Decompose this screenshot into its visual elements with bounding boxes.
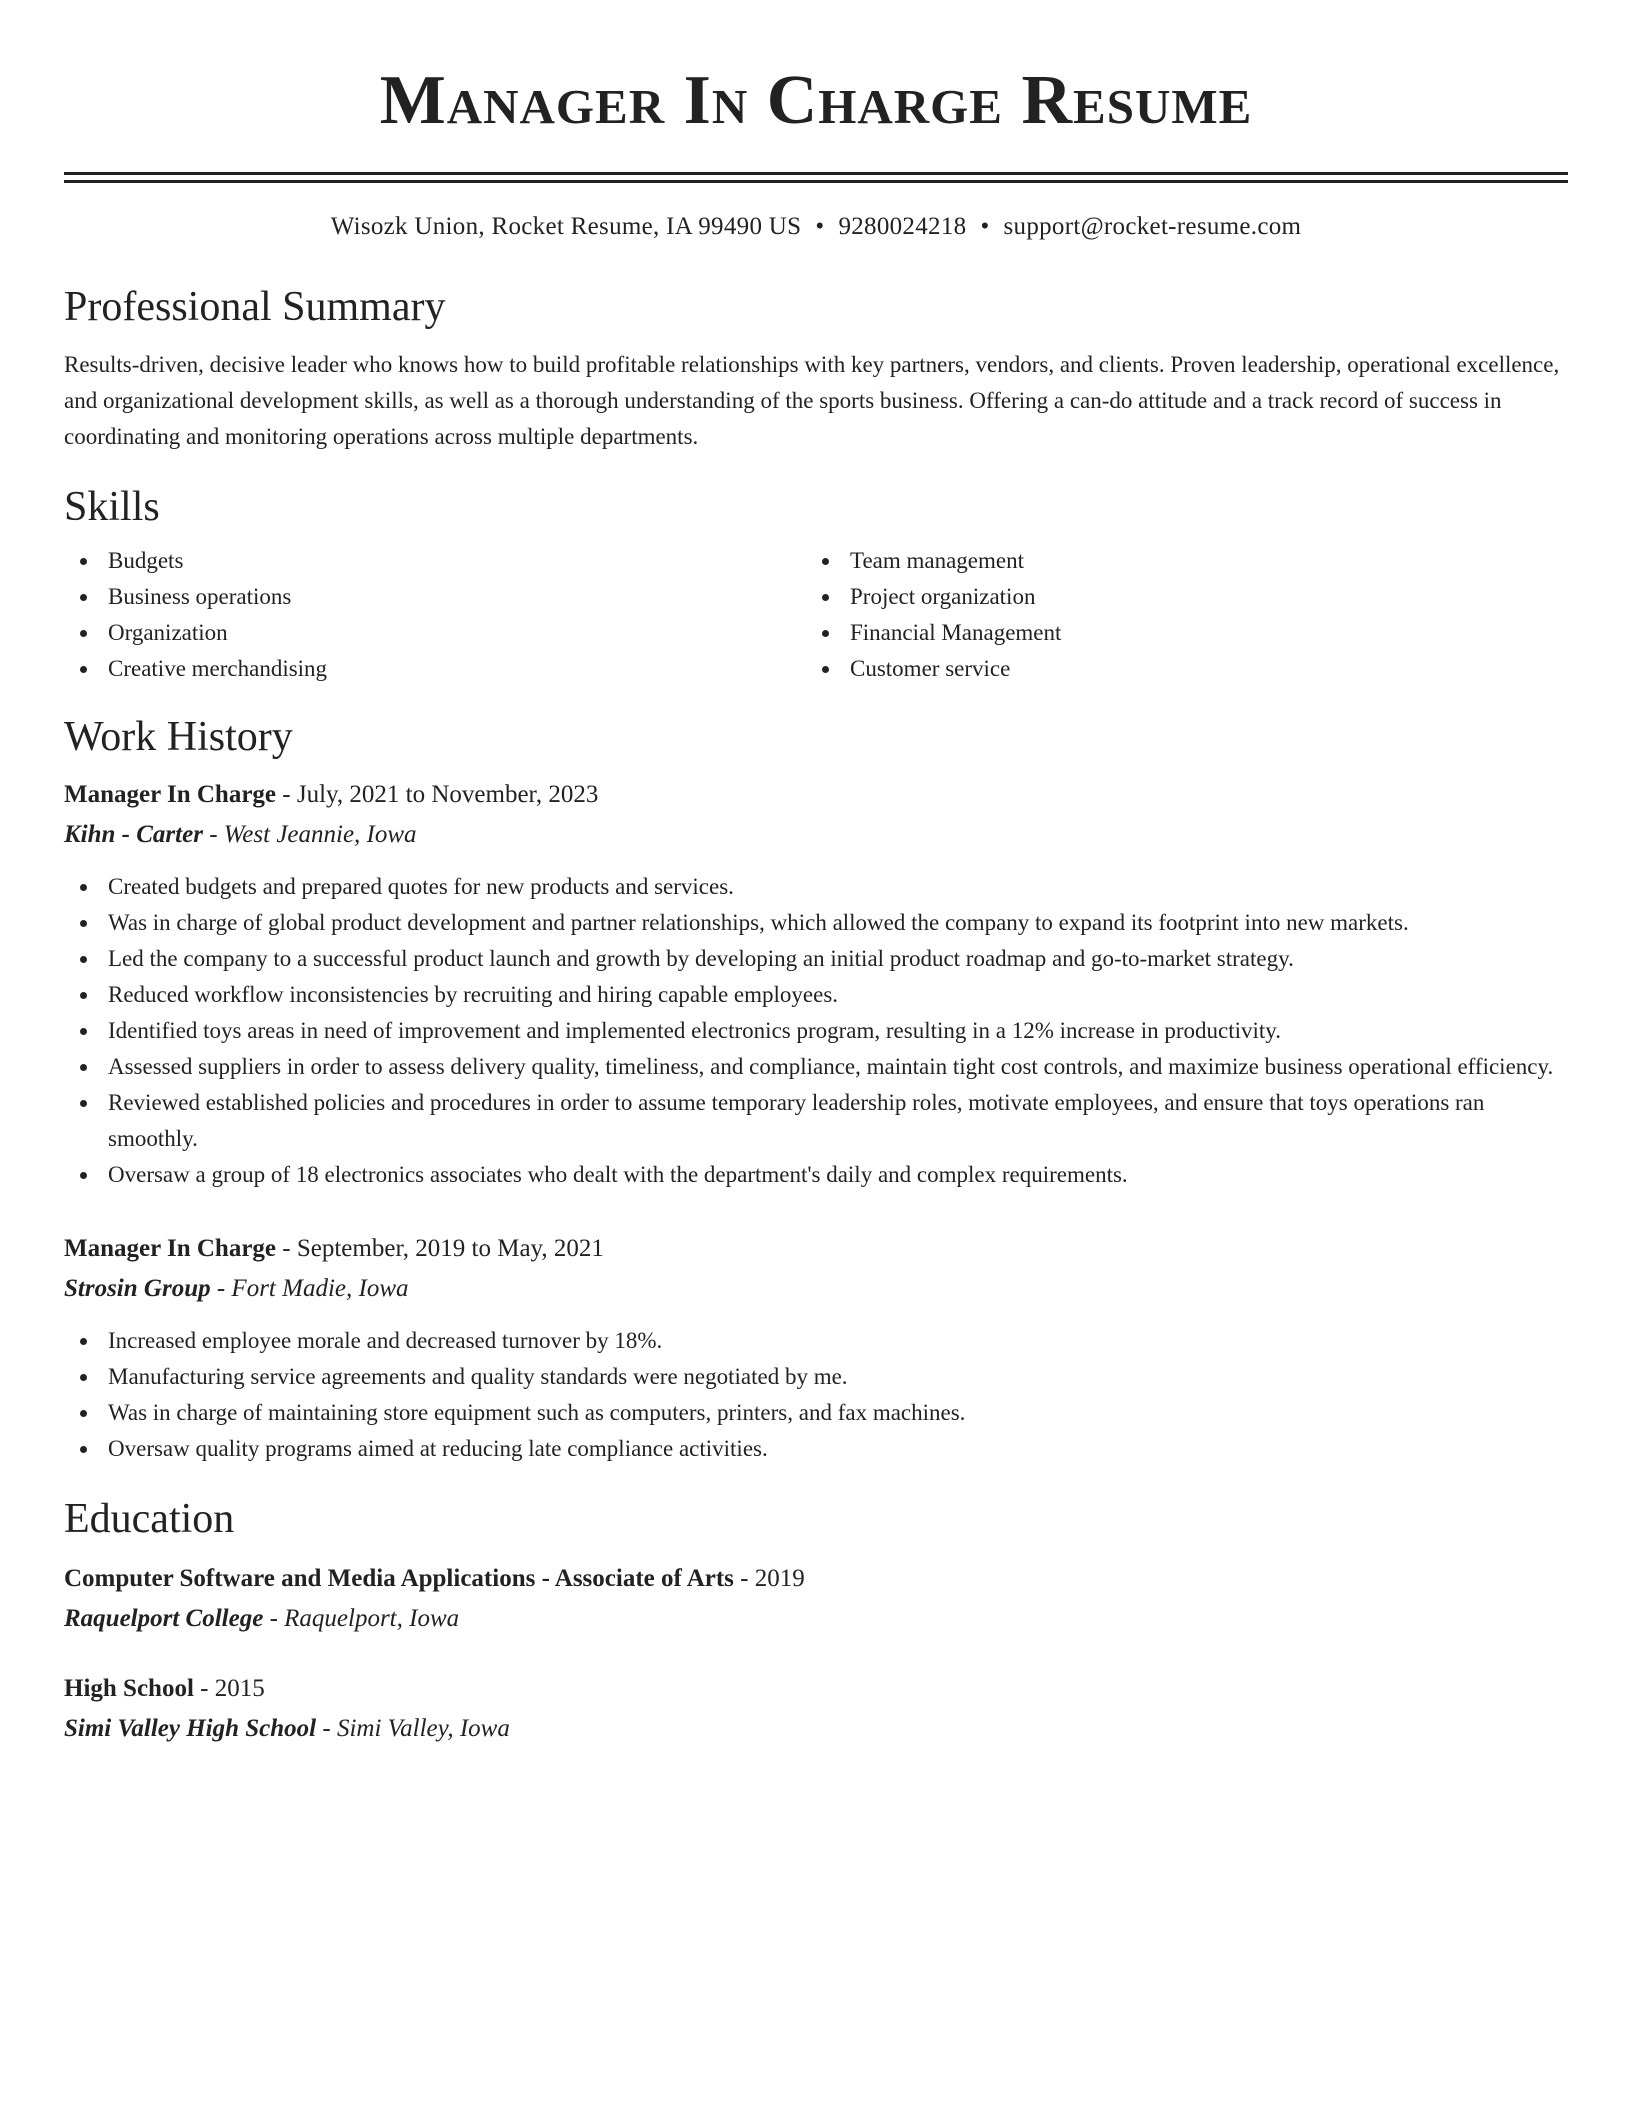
job-bullet: Identified toys areas in need of improvement and implemented electronics program, resulting in a 12% increase in productivity. xyxy=(64,1013,1568,1049)
job-location: - Fort Madie, Iowa xyxy=(210,1275,409,1302)
bullet-icon xyxy=(80,956,87,963)
bullet-icon xyxy=(822,666,829,673)
bullet-icon xyxy=(80,630,87,637)
education-degree: High School xyxy=(64,1675,194,1702)
education-location: - Simi Valley, Iowa xyxy=(316,1715,510,1742)
contact-email: support@rocket-resume.com xyxy=(1003,213,1302,240)
education-school-line xyxy=(64,1709,1568,1749)
job-company-line xyxy=(64,815,1568,855)
skill-item: Team management xyxy=(806,543,1548,579)
bullet-icon xyxy=(80,992,87,999)
summary-heading: Professional Summary xyxy=(64,284,446,330)
bullet-icon xyxy=(80,1172,87,1179)
job-bullet: Oversaw a group of 18 electronics associates who dealt with the department's daily and complex requirements. xyxy=(64,1157,1568,1193)
job-bullet: Increased employee morale and decreased turnover by 18%. xyxy=(64,1323,1568,1359)
bullet-icon xyxy=(80,1100,87,1107)
bullet-icon xyxy=(80,884,87,891)
job-bullet: Assessed suppliers in order to assess delivery quality, timeliness, and compliance, maintain tight cost controls, and maximize business operational efficiency. xyxy=(64,1049,1568,1085)
skill-item: Financial Management xyxy=(806,615,1548,651)
skills-grid xyxy=(64,543,1568,687)
bullet-icon xyxy=(80,1028,87,1035)
bullet-icon xyxy=(822,594,829,601)
education-year: - 2019 xyxy=(733,1565,805,1592)
job-dates: - July, 2021 to November, 2023 xyxy=(276,781,599,808)
skill-item: Creative merchandising xyxy=(64,651,806,687)
bullet-icon xyxy=(80,666,87,673)
education-entry xyxy=(64,1669,1568,1749)
skill-item: Business operations xyxy=(64,579,806,615)
education-school: Simi Valley High School xyxy=(64,1715,317,1742)
bullet-icon xyxy=(80,558,87,565)
education-school: Raquelport College xyxy=(64,1605,264,1632)
job-company: Kihn - Carter xyxy=(64,821,203,848)
job-title-line xyxy=(64,775,1568,815)
education-degree: Computer Software and Media Applications - Associate of Arts xyxy=(64,1565,734,1592)
education-location: - Raquelport, Iowa xyxy=(263,1605,460,1632)
skills-heading: Skills xyxy=(64,484,160,530)
skill-item: Project organization xyxy=(806,579,1548,615)
contact-line xyxy=(64,211,1568,243)
job-bullet: Manufacturing service agreements and quality standards were negotiated by me. xyxy=(64,1359,1568,1395)
job-title: Manager In Charge xyxy=(64,1235,277,1262)
job-company-line xyxy=(64,1269,1568,1309)
bullet-icon xyxy=(822,558,829,565)
contact-address: Wisozk Union, Rocket Resume, IA 99490 US xyxy=(330,213,802,240)
summary-text: Results-driven, decisive leader who knows how to build profitable relationships with key partners, vendors, and clients. Proven leadership, operational excellence, and organizational development skills, as well as a thorough understanding of the sports business. Offering a can-do attitude and a track record of success in coordinating and monitoring operations across multiple departments. xyxy=(64,352,1560,449)
skill-item: Budgets xyxy=(64,543,806,579)
work-history-heading: Work History xyxy=(64,714,293,760)
job-title: Manager In Charge xyxy=(64,781,277,808)
education-entry xyxy=(64,1559,1568,1639)
bullet-icon xyxy=(80,1338,87,1345)
contact-separator: • xyxy=(815,213,825,240)
education-year: - 2015 xyxy=(193,1675,265,1702)
bullet-icon xyxy=(80,1064,87,1071)
bullet-icon xyxy=(822,630,829,637)
education-school-line xyxy=(64,1599,1568,1639)
bullet-icon xyxy=(80,1374,87,1381)
bullet-icon xyxy=(80,594,87,601)
bullet-icon xyxy=(80,1410,87,1417)
skill-item: Organization xyxy=(64,615,806,651)
job-bullet: Reduced workflow inconsistencies by recruiting and hiring capable employees. xyxy=(64,977,1568,1013)
contact-separator: • xyxy=(980,213,990,240)
education-heading: Education xyxy=(64,1496,235,1542)
skills-column-left xyxy=(64,543,806,687)
job-bullet: Was in charge of global product development and partner relationships, which allowed the company to expand its footprint into new markets. xyxy=(64,905,1568,941)
job-location: - West Jeannie, Iowa xyxy=(202,821,417,848)
bullet-icon xyxy=(80,1446,87,1453)
skills-column-right xyxy=(806,543,1548,687)
job-bullet: Was in charge of maintaining store equipment such as computers, printers, and fax machines. xyxy=(64,1395,1568,1431)
job-entry xyxy=(64,775,1568,1193)
job-company: Strosin Group xyxy=(64,1275,211,1302)
job-dates: - September, 2019 to May, 2021 xyxy=(276,1235,604,1262)
job-title-line xyxy=(64,1229,1568,1269)
skill-item: Customer service xyxy=(806,651,1548,687)
job-bullet: Created budgets and prepared quotes for new products and services. xyxy=(64,869,1568,905)
bullet-icon xyxy=(80,920,87,927)
job-entry xyxy=(64,1229,1568,1467)
contact-phone: 9280024218 xyxy=(838,213,967,240)
job-bullet: Oversaw quality programs aimed at reducing late compliance activities. xyxy=(64,1431,1568,1467)
job-bullet: Reviewed established policies and procedures in order to assume temporary leadership roles, motivate employees, and ensure that toys operations ran smoothly. xyxy=(64,1085,1568,1157)
education-degree-line xyxy=(64,1559,1568,1599)
header-divider xyxy=(64,172,1568,183)
resume-name: Manager In Charge Resume xyxy=(379,62,1253,139)
education-degree-line xyxy=(64,1669,1568,1709)
job-bullet: Led the company to a successful product launch and growth by developing an initial product roadmap and go-to-market strategy. xyxy=(64,941,1568,977)
